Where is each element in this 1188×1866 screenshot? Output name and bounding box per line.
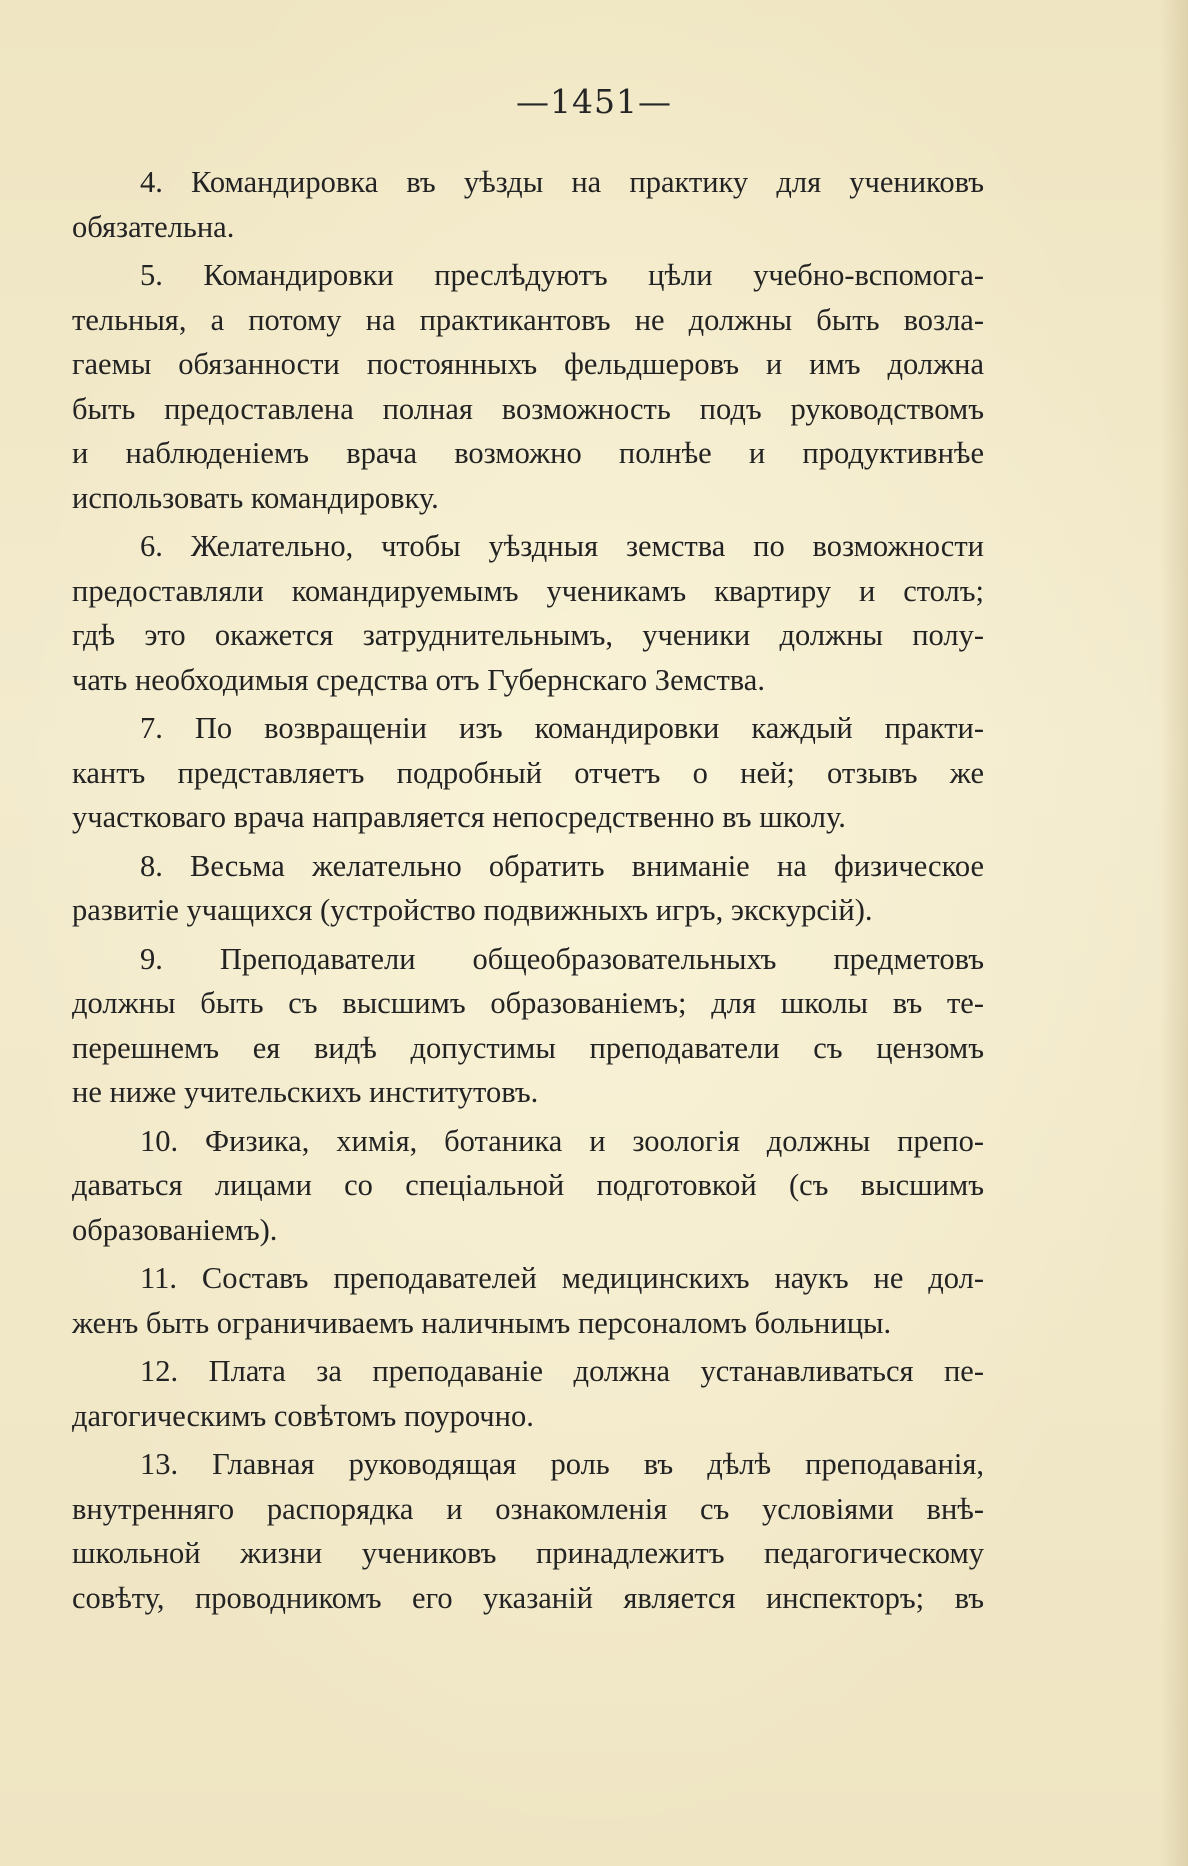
- text-line: 6. Желательно, чтобы уѣздныя земства по возможности: [140, 529, 984, 563]
- text-line: использовать командировку.: [72, 480, 439, 515]
- body-text: [72, 160, 984, 1624]
- text-line: 5. Командировки преслѣдуютъ цѣли учебно-вспомога-: [140, 258, 984, 292]
- paragraph-6: [72, 524, 984, 702]
- paragraph-7: [72, 706, 984, 840]
- paragraph-4: [72, 160, 984, 249]
- text-line: чать необходимыя средства отъ Губернскаго Земства.: [72, 662, 765, 697]
- page-edge-shadow: [1160, 0, 1188, 1866]
- text-line: 10. Физика, химія, ботаника и зоологія должны препо-: [140, 1123, 984, 1158]
- text-line: гдѣ это окажется затруднительнымъ, ученики должны полу-: [72, 618, 984, 652]
- text-line: 11. Составъ преподавателей медицинскихъ наукъ не дол-: [140, 1261, 984, 1295]
- text-line: даваться лицами со спеціальной подготовкой (съ высшимъ: [72, 1168, 984, 1202]
- text-line: должны быть съ высшимъ образованіемъ; для школы въ те-: [72, 986, 984, 1020]
- text-line: кантъ представляетъ подробный отчетъ о ней; отзывъ же: [72, 755, 984, 790]
- text-line: быть предоставлена полная возможность подъ руководствомъ: [72, 391, 984, 426]
- paragraph-11: [72, 1256, 984, 1345]
- text-line: предоставляли командируемымъ ученикамъ квартиру и столъ;: [72, 573, 984, 608]
- text-line: участковаго врача направляется непосредственно въ школу.: [72, 800, 846, 834]
- paragraph-9: [72, 937, 984, 1115]
- text-line: развитіе учащихся (устройство подвижныхъ игръ, экскурсій).: [72, 893, 873, 927]
- paragraph-13: [72, 1442, 984, 1620]
- text-line: 13. Главная руководящая роль въ дѣлѣ преподаванія,: [140, 1447, 984, 1481]
- text-line: женъ быть ограничиваемъ наличнымъ персоналомъ больницы.: [72, 1305, 892, 1340]
- paragraph-5: [72, 253, 984, 520]
- text-line: обязательна.: [72, 209, 235, 244]
- text-line: совѣту, проводникомъ его указаній является инспекторъ; въ: [72, 1580, 984, 1615]
- paragraph-8: [72, 844, 984, 933]
- text-line: и наблюденіемъ врача возможно полнѣе и продуктивнѣе: [72, 436, 984, 470]
- text-line: 4. Командировка въ уѣзды на практику для учениковъ: [140, 165, 984, 199]
- text-line: образованіемъ).: [72, 1212, 278, 1247]
- paragraph-10: [72, 1119, 984, 1253]
- paragraph-12: [72, 1349, 984, 1438]
- text-line: гаемы обязанности постоянныхъ фельдшеровъ и имъ должна: [72, 347, 984, 381]
- text-line: школьной жизни учениковъ принадлежитъ педагогическому: [72, 1536, 984, 1570]
- text-line: не ниже учительскихъ институтовъ.: [72, 1075, 539, 1109]
- text-line: 9. Преподаватели общеобразовательныхъ предметовъ: [140, 941, 984, 976]
- text-line: 8. Весьма желательно обратить вниманіе на физическое: [140, 848, 984, 883]
- text-line: перешнемъ ея видѣ допустимы преподаватели съ цензомъ: [72, 1030, 984, 1065]
- text-line: внутренняго распорядка и ознакомленія съ условіями внѣ-: [72, 1491, 984, 1526]
- text-line: 12. Плата за преподаваніе должна устанавливаться пе-: [140, 1354, 984, 1388]
- page-number: —1451—: [516, 82, 672, 121]
- text-line: тельныя, а потому на практикантовъ не должны быть возла-: [72, 302, 984, 337]
- text-line: дагогическимъ совѣтомъ поурочно.: [72, 1398, 534, 1433]
- text-line: 7. По возвращеніи изъ командировки каждый практи-: [140, 711, 984, 745]
